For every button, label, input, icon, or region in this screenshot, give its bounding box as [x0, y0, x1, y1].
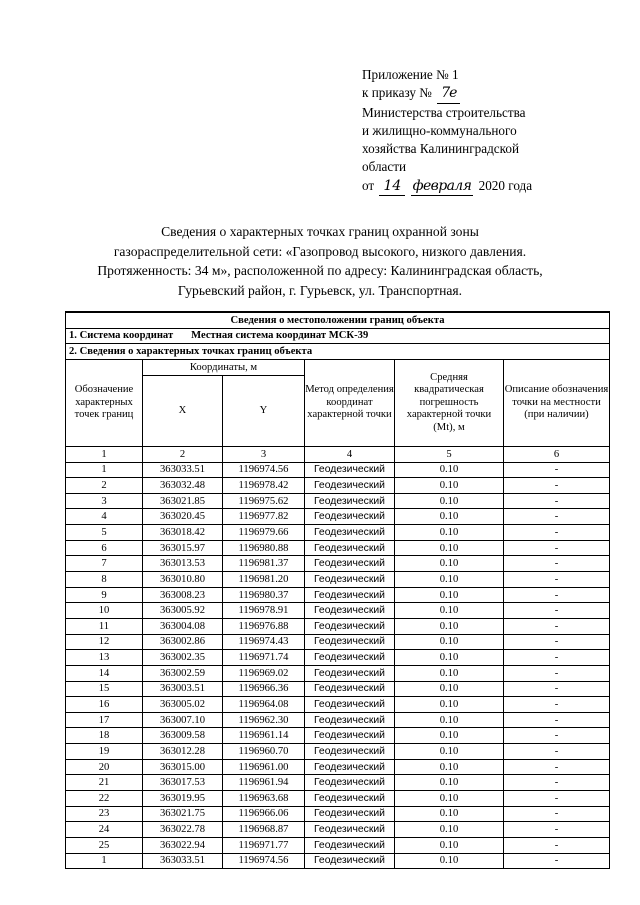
- description-cell: -: [504, 572, 610, 588]
- point-number-cell: 10: [66, 603, 143, 619]
- method-cell: Геодезический: [305, 853, 395, 869]
- x-coordinate-cell: 363004.08: [143, 618, 223, 634]
- table-row: [66, 712, 610, 728]
- table-main-header: Сведения о местоположении границ объекта: [66, 312, 610, 328]
- method-cell: Геодезический: [305, 759, 395, 775]
- method-cell: Геодезический: [305, 712, 395, 728]
- order-prefix: к приказу №: [362, 85, 432, 101]
- description-cell: -: [504, 462, 610, 478]
- method-cell: Геодезический: [305, 744, 395, 760]
- accuracy-cell: 0.10: [395, 603, 504, 619]
- method-cell: Геодезический: [305, 822, 395, 838]
- accuracy-cell: 0.10: [395, 744, 504, 760]
- x-coordinate-cell: 363005.92: [143, 603, 223, 619]
- description-cell: -: [504, 556, 610, 572]
- method-cell: Геодезический: [305, 587, 395, 603]
- description-cell: -: [504, 775, 610, 791]
- ministry-line-3: хозяйства Калининградской: [362, 141, 520, 157]
- y-coordinate-cell: 1196976.88: [223, 618, 305, 634]
- table-row: [66, 509, 610, 525]
- table-row: [66, 665, 610, 681]
- col-header-point: Обозначение характерных точек границ: [66, 359, 143, 446]
- point-number-cell: 1: [66, 853, 143, 869]
- point-number-cell: 13: [66, 650, 143, 666]
- point-number-cell: 3: [66, 493, 143, 509]
- title-line-2: газораспределительной сети: «Газопровод высокого, низкого давления.: [113, 243, 527, 259]
- table-row: [66, 556, 610, 572]
- x-coordinate-cell: 363008.23: [143, 587, 223, 603]
- x-coordinate-cell: 363002.86: [143, 634, 223, 650]
- coordinate-system-row: [66, 328, 610, 344]
- point-number-cell: 22: [66, 791, 143, 807]
- accuracy-cell: 0.10: [395, 837, 504, 853]
- x-coordinate-cell: 363005.02: [143, 697, 223, 713]
- table-row: [66, 822, 610, 838]
- col-number-3: 3: [223, 446, 305, 462]
- accuracy-cell: 0.10: [395, 493, 504, 509]
- y-coordinate-cell: 1196978.42: [223, 478, 305, 494]
- description-cell: -: [504, 493, 610, 509]
- x-coordinate-cell: 363032.48: [143, 478, 223, 494]
- point-number-cell: 17: [66, 712, 143, 728]
- accuracy-cell: 0.10: [395, 806, 504, 822]
- y-coordinate-cell: 1196979.66: [223, 525, 305, 541]
- x-coordinate-cell: 363021.85: [143, 493, 223, 509]
- col-header-coords: Координаты, м: [143, 359, 305, 375]
- x-coordinate-cell: 363002.35: [143, 650, 223, 666]
- col-header-description: Описание обозначения точки на местности (при наличии): [504, 359, 610, 446]
- ministry-line-2: и жилищно-коммунального: [362, 122, 517, 138]
- coordinates-table: [65, 311, 610, 869]
- accuracy-cell: 0.10: [395, 681, 504, 697]
- method-cell: Геодезический: [305, 665, 395, 681]
- y-coordinate-cell: 1196966.06: [223, 806, 305, 822]
- y-coordinate-cell: 1196974.56: [223, 853, 305, 869]
- accuracy-cell: 0.10: [395, 587, 504, 603]
- y-coordinate-cell: 1196966.36: [223, 681, 305, 697]
- method-cell: Геодезический: [305, 681, 395, 697]
- description-cell: -: [504, 650, 610, 666]
- x-coordinate-cell: 363033.51: [143, 853, 223, 869]
- col-header-accuracy: Средняя квадратическая погрешность характерной точки (Mt), м: [395, 359, 504, 446]
- table-row: [66, 634, 610, 650]
- method-cell: Геодезический: [305, 603, 395, 619]
- method-cell: Геодезический: [305, 509, 395, 525]
- point-number-cell: 21: [66, 775, 143, 791]
- accuracy-cell: 0.10: [395, 759, 504, 775]
- description-cell: -: [504, 759, 610, 775]
- y-coordinate-cell: 1196969.02: [223, 665, 305, 681]
- point-number-cell: 1: [66, 462, 143, 478]
- appendix-title: Приложение № 1: [362, 67, 459, 82]
- col-header-method: Метод определения координат характерной точки: [305, 359, 395, 446]
- description-cell: -: [504, 837, 610, 853]
- point-number-cell: 11: [66, 618, 143, 634]
- method-cell: Геодезический: [305, 775, 395, 791]
- y-coordinate-cell: 1196960.70: [223, 744, 305, 760]
- accuracy-cell: 0.10: [395, 462, 504, 478]
- y-coordinate-cell: 1196977.82: [223, 509, 305, 525]
- y-coordinate-cell: 1196980.37: [223, 587, 305, 603]
- x-coordinate-cell: 363017.53: [143, 775, 223, 791]
- description-cell: -: [504, 853, 610, 869]
- table-row: [66, 525, 610, 541]
- point-number-cell: 23: [66, 806, 143, 822]
- y-coordinate-cell: 1196961.00: [223, 759, 305, 775]
- y-coordinate-cell: 1196961.94: [223, 775, 305, 791]
- col-number-1: 1: [66, 446, 143, 462]
- accuracy-cell: 0.10: [395, 634, 504, 650]
- x-coordinate-cell: 363009.58: [143, 728, 223, 744]
- x-coordinate-cell: 363018.42: [143, 525, 223, 541]
- method-cell: Геодезический: [305, 493, 395, 509]
- col-number-6: 6: [504, 446, 610, 462]
- x-coordinate-cell: 363022.78: [143, 822, 223, 838]
- description-cell: -: [504, 697, 610, 713]
- point-number-cell: 16: [66, 697, 143, 713]
- description-cell: -: [504, 509, 610, 525]
- accuracy-cell: 0.10: [395, 728, 504, 744]
- method-cell: Геодезический: [305, 806, 395, 822]
- date-prefix: от: [362, 177, 375, 193]
- method-cell: Геодезический: [305, 837, 395, 853]
- coordinate-system-value: Местная система координат МСК-39: [191, 330, 369, 342]
- table-row: [66, 775, 610, 791]
- y-coordinate-cell: 1196974.56: [223, 462, 305, 478]
- description-cell: -: [504, 681, 610, 697]
- accuracy-cell: 0.10: [395, 697, 504, 713]
- description-cell: -: [504, 618, 610, 634]
- table-row: [66, 603, 610, 619]
- y-coordinate-cell: 1196980.88: [223, 540, 305, 556]
- method-cell: Геодезический: [305, 728, 395, 744]
- method-cell: Геодезический: [305, 791, 395, 807]
- point-number-cell: 14: [66, 665, 143, 681]
- description-cell: -: [504, 478, 610, 494]
- date-day-handwritten: 14: [379, 177, 405, 196]
- accuracy-cell: 0.10: [395, 791, 504, 807]
- method-cell: Геодезический: [305, 618, 395, 634]
- table-row: [66, 462, 610, 478]
- method-cell: Геодезический: [305, 650, 395, 666]
- description-cell: -: [504, 634, 610, 650]
- point-number-cell: 19: [66, 744, 143, 760]
- points-section-label: 2. Сведения о характерных точках границ объекта: [66, 344, 610, 360]
- table-row: [66, 853, 610, 869]
- table-row: [66, 493, 610, 509]
- point-number-cell: 20: [66, 759, 143, 775]
- x-coordinate-cell: 363021.75: [143, 806, 223, 822]
- table-row: [66, 572, 610, 588]
- y-coordinate-cell: 1196968.87: [223, 822, 305, 838]
- accuracy-cell: 0.10: [395, 572, 504, 588]
- y-coordinate-cell: 1196971.77: [223, 837, 305, 853]
- order-line: [362, 84, 532, 103]
- description-cell: -: [504, 540, 610, 556]
- points-section-row: [66, 344, 610, 360]
- accuracy-cell: 0.10: [395, 478, 504, 494]
- table-row: [66, 744, 610, 760]
- document-title: [70, 222, 570, 300]
- method-cell: Геодезический: [305, 572, 395, 588]
- point-number-cell: 6: [66, 540, 143, 556]
- x-coordinate-cell: 363015.97: [143, 540, 223, 556]
- table-row: [66, 587, 610, 603]
- date-suffix: 2020 года: [478, 177, 533, 193]
- description-cell: -: [504, 525, 610, 541]
- description-cell: -: [504, 744, 610, 760]
- description-cell: -: [504, 822, 610, 838]
- table-row: [66, 540, 610, 556]
- col-header-x: X: [143, 375, 223, 446]
- accuracy-cell: 0.10: [395, 712, 504, 728]
- method-cell: Геодезический: [305, 634, 395, 650]
- method-cell: Геодезический: [305, 525, 395, 541]
- table-row: [66, 791, 610, 807]
- y-coordinate-cell: 1196961.14: [223, 728, 305, 744]
- description-cell: -: [504, 806, 610, 822]
- x-coordinate-cell: 363013.53: [143, 556, 223, 572]
- description-cell: -: [504, 603, 610, 619]
- accuracy-cell: 0.10: [395, 540, 504, 556]
- point-number-cell: 12: [66, 634, 143, 650]
- point-number-cell: 8: [66, 572, 143, 588]
- accuracy-cell: 0.10: [395, 556, 504, 572]
- accuracy-cell: 0.10: [395, 665, 504, 681]
- table-row: [66, 837, 610, 853]
- x-coordinate-cell: 363012.28: [143, 744, 223, 760]
- description-cell: -: [504, 665, 610, 681]
- accuracy-cell: 0.10: [395, 525, 504, 541]
- point-number-cell: 7: [66, 556, 143, 572]
- column-header-row-1: [66, 359, 610, 375]
- date-month-handwritten: февраля: [411, 177, 474, 196]
- x-coordinate-cell: 363003.51: [143, 681, 223, 697]
- y-coordinate-cell: 1196964.08: [223, 697, 305, 713]
- col-number-5: 5: [395, 446, 504, 462]
- point-number-cell: 2: [66, 478, 143, 494]
- y-coordinate-cell: 1196963.68: [223, 791, 305, 807]
- point-number-cell: 25: [66, 837, 143, 853]
- col-number-4: 4: [305, 446, 395, 462]
- y-coordinate-cell: 1196962.30: [223, 712, 305, 728]
- date-line: [362, 177, 532, 196]
- table-row: [66, 697, 610, 713]
- method-cell: Геодезический: [305, 462, 395, 478]
- x-coordinate-cell: 363015.00: [143, 759, 223, 775]
- table-row: [66, 728, 610, 744]
- title-line-3: Протяженность: 34 м», расположенной по адресу: Калининградская область,: [97, 263, 543, 278]
- accuracy-cell: 0.10: [395, 853, 504, 869]
- point-number-cell: 18: [66, 728, 143, 744]
- table-row: [66, 681, 610, 697]
- x-coordinate-cell: 363033.51: [143, 462, 223, 478]
- title-line-4: Гурьевский район, г. Гурьевск, ул. Транспортная.: [177, 282, 463, 298]
- y-coordinate-cell: 1196981.37: [223, 556, 305, 572]
- x-coordinate-cell: 363020.45: [143, 509, 223, 525]
- method-cell: Геодезический: [305, 540, 395, 556]
- accuracy-cell: 0.10: [395, 618, 504, 634]
- y-coordinate-cell: 1196981.20: [223, 572, 305, 588]
- table-row: [66, 759, 610, 775]
- accuracy-cell: 0.10: [395, 509, 504, 525]
- x-coordinate-cell: 363010.80: [143, 572, 223, 588]
- col-number-2: 2: [143, 446, 223, 462]
- table-row: [66, 806, 610, 822]
- accuracy-cell: 0.10: [395, 775, 504, 791]
- coordinate-system-label: 1. Система координат: [69, 330, 174, 342]
- point-number-cell: 5: [66, 525, 143, 541]
- method-cell: Геодезический: [305, 556, 395, 572]
- column-numbers-row: [66, 446, 610, 462]
- table-row: [66, 618, 610, 634]
- table-main-header-row: [66, 312, 610, 328]
- coordinate-system-cell: [66, 328, 610, 344]
- y-coordinate-cell: 1196974.43: [223, 634, 305, 650]
- point-number-cell: 4: [66, 509, 143, 525]
- method-cell: Геодезический: [305, 697, 395, 713]
- x-coordinate-cell: 363022.94: [143, 837, 223, 853]
- table-row: [66, 650, 610, 666]
- x-coordinate-cell: 363007.10: [143, 712, 223, 728]
- title-line-1: Сведения о характерных точках границ охранной зоны: [161, 224, 479, 239]
- description-cell: -: [504, 712, 610, 728]
- accuracy-cell: 0.10: [395, 650, 504, 666]
- col-header-y: Y: [223, 375, 305, 446]
- x-coordinate-cell: 363002.59: [143, 665, 223, 681]
- y-coordinate-cell: 1196975.62: [223, 493, 305, 509]
- table-row: [66, 478, 610, 494]
- y-coordinate-cell: 1196971.74: [223, 650, 305, 666]
- method-cell: Геодезический: [305, 478, 395, 494]
- point-number-cell: 24: [66, 822, 143, 838]
- description-cell: -: [504, 587, 610, 603]
- description-cell: -: [504, 791, 610, 807]
- point-number-cell: 9: [66, 587, 143, 603]
- order-number-handwritten: 7е: [437, 84, 460, 103]
- description-cell: -: [504, 728, 610, 744]
- x-coordinate-cell: 363019.95: [143, 791, 223, 807]
- ministry-line-4: области: [362, 159, 407, 175]
- ministry-line-1: Министерства строительства: [362, 104, 526, 120]
- accuracy-cell: 0.10: [395, 822, 504, 838]
- appendix-block: [362, 66, 532, 196]
- y-coordinate-cell: 1196978.91: [223, 603, 305, 619]
- point-number-cell: 15: [66, 681, 143, 697]
